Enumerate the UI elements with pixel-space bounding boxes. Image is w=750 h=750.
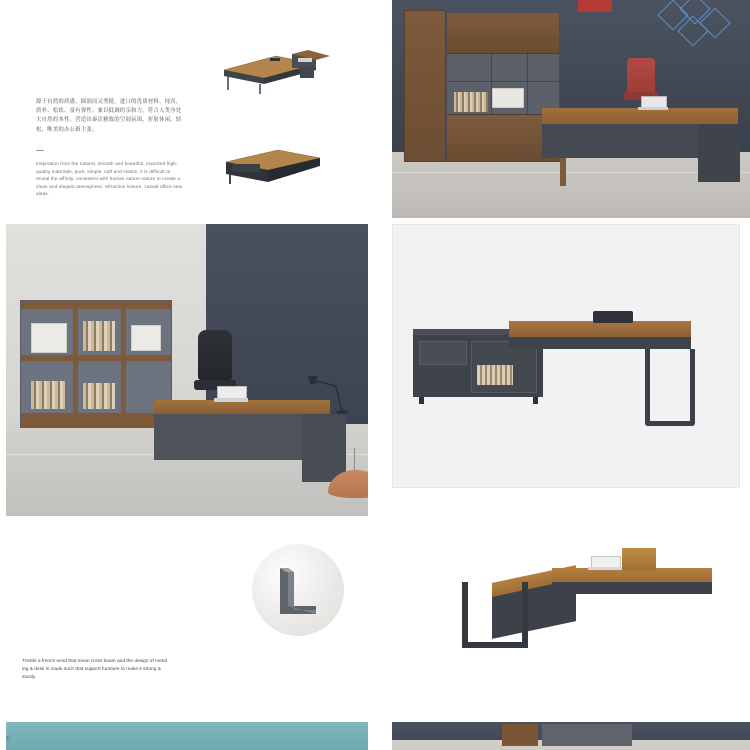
cabinet	[502, 724, 538, 746]
product-line-drawing-front	[218, 40, 330, 96]
books	[83, 321, 115, 351]
red-wall-panel	[578, 0, 612, 12]
shelving-unit	[542, 724, 632, 746]
page-number: 11	[6, 736, 12, 742]
binder-stack-white	[31, 323, 67, 353]
desk-modesty-panel	[509, 337, 691, 349]
desk-return-cabinet	[698, 124, 740, 182]
shelf-top-doors	[447, 13, 559, 54]
english-paragraph: Inspiration from the natural, smooth and beautiful, imported high-quality materials, pure, simple, soft and elastic, it is difficult to reveal the affinity, consistent with human nature nature to create a clean and elegant atmosphere, refraction leisure, casual office new ideas.	[36, 161, 183, 197]
laptop	[588, 556, 622, 570]
office-scene-strip	[392, 722, 750, 750]
desk-accessory-tray	[593, 311, 633, 323]
laptop-base	[588, 567, 622, 570]
bookcase-top	[21, 301, 171, 309]
tall-cabinet	[404, 10, 446, 162]
credenza-drawer	[419, 341, 467, 365]
desk-lamp	[306, 374, 348, 414]
desk-leg	[560, 158, 566, 186]
product-render-white-bg	[392, 224, 740, 488]
chair-back	[627, 58, 655, 92]
desk-return-cabinet	[302, 414, 346, 482]
bookcase-divider	[121, 309, 126, 413]
bookcase	[20, 300, 172, 428]
text-divider	[36, 150, 44, 151]
product-line-drawing-rear	[218, 140, 330, 190]
laptop	[214, 386, 248, 402]
desk-worktop	[552, 568, 712, 582]
shelf-divider	[447, 81, 559, 82]
trestle-caption-text: Trestle a french word that mean cross beam and the design of metal leg & desk is made such that support furniture to make it strong & sturdy.	[22, 659, 167, 680]
wall-art-diamonds	[632, 0, 742, 56]
credenza-foot	[419, 397, 424, 404]
credenza-foot	[533, 397, 538, 404]
desk-hutch	[622, 548, 656, 570]
laptop-base	[638, 107, 668, 110]
desk-worktop	[542, 108, 738, 124]
trestle-leg-icon	[276, 566, 324, 616]
bookcase-base	[21, 413, 171, 427]
chinese-paragraph: 源于自然的质感，圆润而又秀挺。进口的优质材料、纯真、质朴、松软、富有弹性；兼以低调的亲和力，符合人类身处大自然的本性。营造出秦洁雅致的空间氛围，折射休闲、轻松、唯美的办公新主张。	[36, 99, 182, 133]
intro-text-panel	[0, 0, 368, 218]
decor-box	[131, 325, 161, 351]
laptop	[638, 96, 668, 110]
desk-worktop	[154, 400, 330, 414]
bookcase-shelf	[21, 355, 171, 361]
books	[454, 92, 488, 112]
books	[83, 383, 115, 409]
desk-modesty-panel	[552, 582, 712, 594]
chair-back	[198, 330, 232, 380]
desk-loop-leg	[462, 582, 528, 648]
bookcase-divider	[73, 309, 78, 355]
office-scene-bookcase	[6, 224, 368, 516]
office-scene-dark-wall	[392, 0, 750, 218]
shelf-divider	[527, 53, 528, 115]
desk-loop-leg	[645, 349, 695, 426]
bookcase-divider	[73, 361, 78, 413]
paper-stack	[492, 88, 524, 108]
books	[477, 365, 513, 385]
teal-scene-strip	[6, 722, 368, 750]
laptop-base	[214, 398, 248, 402]
desk-worktop	[509, 321, 691, 337]
books	[31, 381, 65, 409]
product-render-angle	[392, 520, 750, 710]
